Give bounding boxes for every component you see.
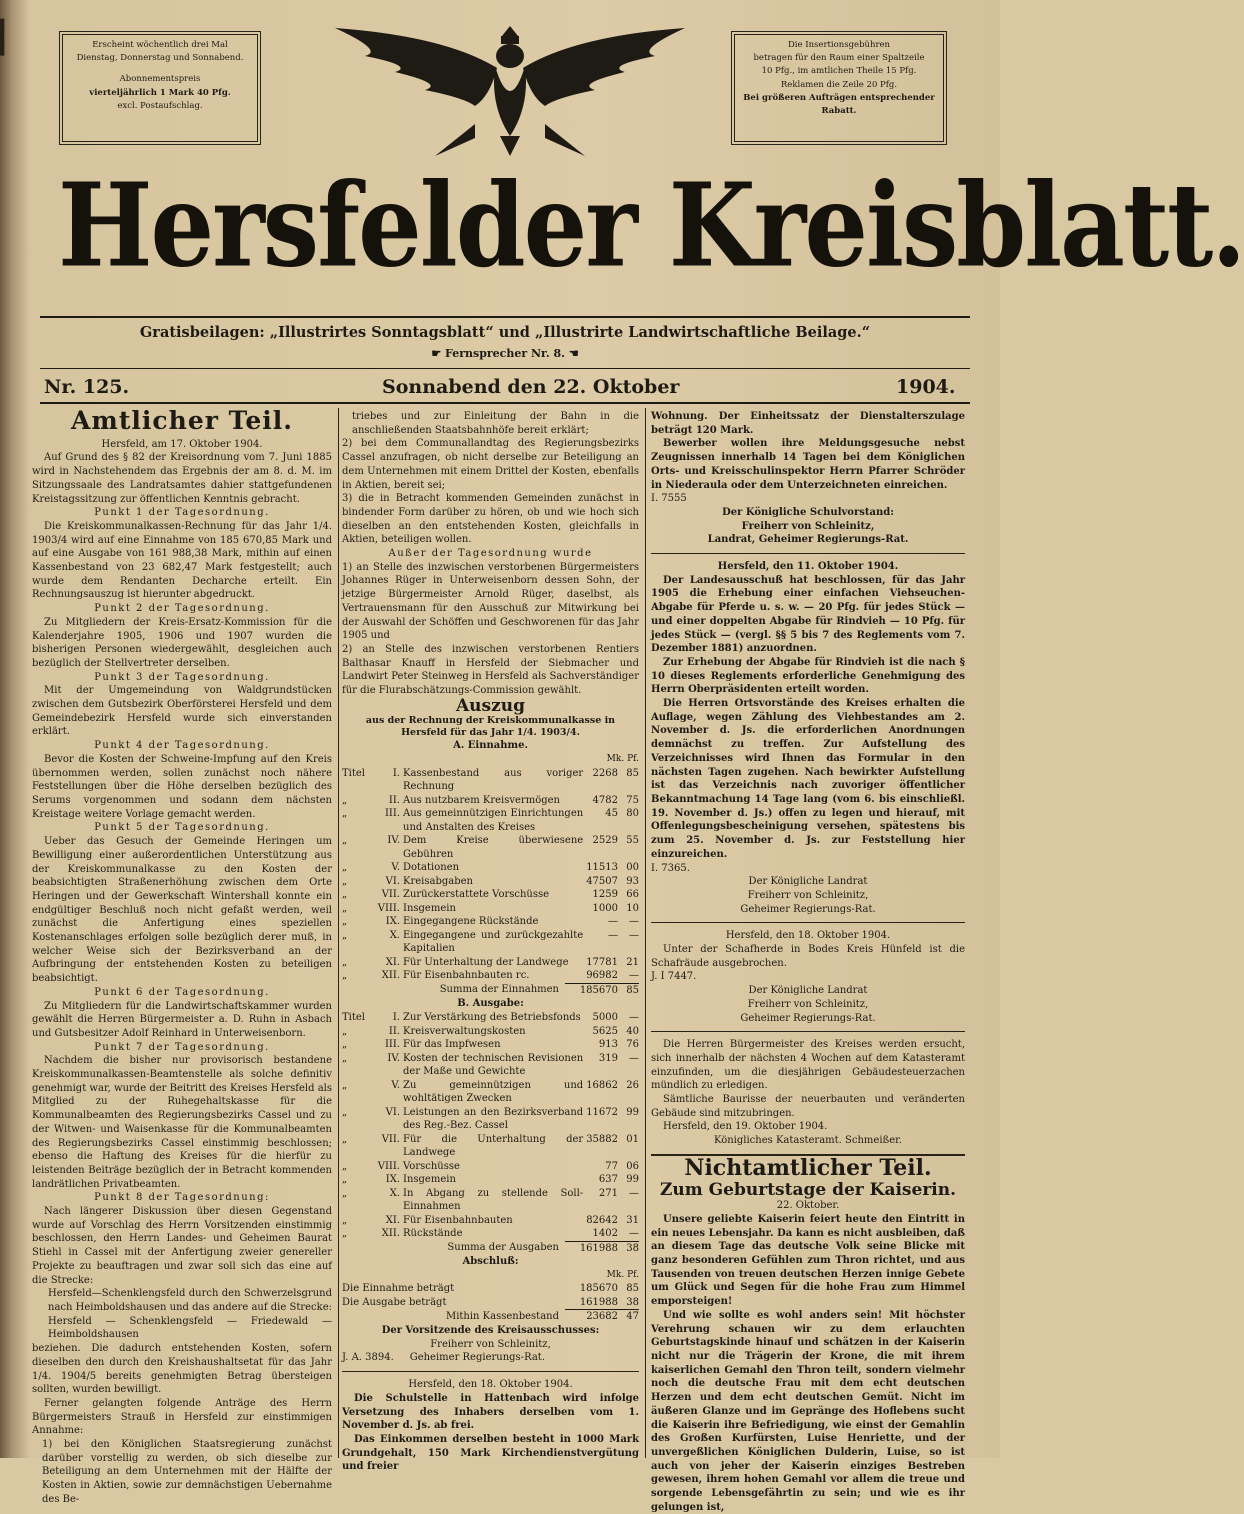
income-sum-mk: 185670 — [565, 983, 618, 997]
income-sum-row — [342, 983, 639, 997]
income-row-label: „ — [342, 916, 348, 928]
box-right-line3: 10 Pfg., im amtlichen Theile 15 Pfg. — [761, 66, 917, 77]
expense-row — [342, 1187, 639, 1214]
column-3 — [651, 410, 965, 1513]
income-row-label: „ — [342, 970, 348, 982]
expense-row-numeral: VI. — [385, 1106, 400, 1118]
balance-table — [342, 1282, 639, 1324]
chair-name: Freiherr von Schleinitz, — [430, 1338, 551, 1350]
expense-row — [342, 1079, 639, 1106]
school-sig-1: Der Königliche Schulvorstand: — [722, 506, 894, 518]
agenda-7-text: Nachdem die bisher nur provisorisch bestandene Kreiskommunalkassen-Beamtenstelle als solche definitiv genehmigt war, wurde der Beitritt des Kreises Hersfeld als Mitglied zu der Ruhegehaltskasse für die Kommunalbeamten des Regierungsbezirks Cassel und zu der Witwen- und Waisenkasse für die Kommunalbeamten des Regierungsbezirks Cassel einstimmig beschlossen; ebenso die Haftung des Kreises für die hierfür zu leistenden Beiträge bezüglich der in Betracht kommenden landrätlichen Privatbeamten. — [32, 1055, 332, 1190]
expense-row-label: „ — [342, 1160, 348, 1172]
balance-expense-row — [342, 1296, 639, 1310]
income-row-text: Zurückerstattete Vorschüsse — [403, 889, 550, 901]
box-right-line6: Rabatt. — [821, 105, 857, 116]
income-row-numeral: XI. — [385, 956, 400, 968]
cadastre-text-2: Sämtliche Baurisse der neuerbauten und veränderten Gebäude sind mitzubringen. — [651, 1094, 965, 1119]
chair-ref: J. A. 3894. — [342, 1352, 394, 1364]
box-left-line5: excl. Postaufschlag. — [117, 100, 203, 111]
income-row-label: „ — [342, 889, 348, 901]
income-row-numeral: XII. — [381, 970, 400, 982]
unofficial-part-heading: Nichtamtlicher Teil. — [684, 1154, 932, 1181]
agenda-8-motion-1: 1) bei den Königlichen Staatsregierung zunächst darüber vorstellig zu werden, ob sich dieselbe zur Beteiligung an dem Unternehmen mit der Hälfte der Kosten in Aktien, sowie zur demnächstigen Uebernahme des Be- — [42, 1439, 332, 1505]
income-row-mk: 2529 — [592, 835, 618, 847]
col1-intro: Auf Grund des § 82 der Kreisordnung vom 7. Juni 1885 wird in Nachstehendem das Ergebnis der am 8. d. M. im Sitzungssaale des Landratsamtes dahier stattgefundenen Kreistagssitzung zur öffentlichen Kenntnis gebracht. — [32, 452, 332, 505]
col3-sep-2 — [651, 922, 965, 923]
agenda-4-head: Punkt 4 der Tagesordnung. — [94, 740, 270, 752]
column-divider-1 — [338, 408, 339, 1458]
expense-row-pf: 99 — [626, 1106, 639, 1118]
issue-number: Nr. 125. — [44, 376, 130, 398]
expense-row-label: „ — [342, 1187, 348, 1199]
income-row-pf: 55 — [626, 835, 639, 847]
balance-total-mk: 23682 — [565, 1310, 618, 1324]
agenda-6-head: Punkt 6 der Tagesordnung. — [94, 986, 270, 998]
expense-row — [342, 1173, 639, 1187]
expense-row-pf: 76 — [626, 1039, 639, 1051]
cadastre-date: Hersfeld, den 19. Oktober 1904. — [663, 1121, 828, 1133]
newspaper-title: Hersfelder Kreisblatt. — [58, 157, 1244, 293]
balance-expense-label: Die Ausgabe beträgt — [342, 1296, 447, 1308]
expense-row-numeral: II. — [388, 1025, 400, 1037]
levy-text-2: Zur Erhebung der Abgabe für Rindvieh ist die nach § 10 dieses Reglements erforderliche Genehmigung des Herrn Oberpräsidenten erteilt worden. — [651, 656, 965, 696]
income-row-text: Eingegangene und zurückgezahlte Kapitalien — [403, 929, 584, 955]
box-right-line2: betragen für den Raum einer Spaltzeile — [753, 53, 925, 64]
income-row-mk: 47507 — [586, 875, 618, 887]
school-date: Hersfeld, den 18. Oktober 1904. — [408, 1379, 573, 1391]
expense-sum-pf: 38 — [618, 1241, 639, 1255]
income-row-pf: 93 — [626, 875, 639, 887]
expense-row-mk: 271 — [598, 1187, 618, 1199]
expense-row-label: „ — [342, 1079, 348, 1091]
balance-total-row — [342, 1310, 639, 1324]
agenda-2-text: Zu Mitgliedern der Kreis-Ersatz-Kommission für die Kalenderjahre 1905, 1906 und 1907 wurden die bisherigen Personen wiedergewählt, desgleichen auch bezüglich der Stellvertreter derselben. — [32, 616, 332, 669]
balance-income-pf: 85 — [626, 1283, 639, 1295]
expense-row-pf: — — [629, 1052, 639, 1064]
income-row — [342, 902, 639, 916]
income-row-numeral: VI. — [385, 875, 400, 887]
income-row — [342, 915, 639, 929]
balance-total-pf: 47 — [618, 1310, 639, 1324]
income-row-pf: 66 — [626, 889, 639, 901]
expense-row-label: „ — [342, 1039, 348, 1051]
expense-row — [342, 1025, 639, 1039]
box-right-line5: Bei größeren Aufträgen entsprechender — [743, 92, 935, 103]
expense-row-numeral: V. — [391, 1079, 400, 1091]
expense-row-mk: 11672 — [586, 1106, 618, 1118]
income-row-label: „ — [342, 956, 348, 968]
income-row — [342, 929, 639, 956]
balance-total-label: Mithin Kassenbestand — [445, 1310, 559, 1322]
levy-ref: I. 7365. — [651, 862, 690, 874]
box-right-line4: Reklamen die Zeile 20 Pfg. — [780, 79, 898, 90]
col2-separator — [342, 1371, 639, 1372]
expense-row-text: Kosten der technischen Revisionen der Maße und Gewichte — [403, 1052, 584, 1078]
sheep-date: Hersfeld, den 18. Oktober 1904. — [725, 930, 891, 942]
income-row-numeral: IV. — [387, 835, 400, 847]
chair-line — [342, 1351, 639, 1365]
income-row-text: Aus nutzbarem Kreisvermögen — [403, 794, 560, 806]
expense-row — [342, 1227, 639, 1241]
advertising-rates-box — [734, 34, 944, 142]
agenda-8-text: Nach längerer Diskussion über diesen Gegenstand wurde auf Vorschlag des Herrn Vorsitzenden einstimmig beschlossen, den Herrn Landes- und Geheimen Baurat Stiehl in Cassel mit der Anfertigung zweier genereller Projekte zu beauftragen und zwar soll sich das eine auf die Strecke: — [32, 1206, 332, 1286]
expense-row-numeral: VIII. — [377, 1160, 400, 1172]
sheep-sig-1: Der Königliche Landrat — [748, 985, 868, 997]
income-row-text: Für Eisenbahnbauten rc. — [403, 970, 530, 982]
subscription-box — [62, 34, 258, 142]
box-left-line2: Dienstag, Donnerstag und Sonnabend. — [76, 53, 244, 64]
expense-row-numeral: VII. — [381, 1133, 400, 1145]
sheep-sig-3: Geheimer Regierungs-Rat. — [740, 1012, 876, 1024]
income-sum-label: Summa der Einnahmen — [439, 984, 559, 996]
column-1 — [32, 406, 332, 1505]
expense-row-text: In Abgang zu stellende Soll-Einnahmen — [403, 1187, 584, 1213]
eagle-emblem-icon — [325, 6, 695, 156]
income-row-pf: — — [629, 970, 639, 982]
expense-row-mk: 82642 — [586, 1214, 618, 1226]
expense-row-numeral: III. — [384, 1039, 400, 1051]
article-date: 22. Oktober. — [776, 1200, 840, 1212]
box-right-line1: Die Insertionsgebühren — [787, 40, 891, 50]
dateline-rule-bottom — [40, 402, 970, 404]
school-sig-3: Landrat, Geheimer Regierungs-Rat. — [707, 534, 909, 546]
school-apply: Bewerber wollen ihre Meldungsgesuche nebst Zeugnissen innerhalb 14 Tagen bei dem Königlichen Orts- und Kreisschulinspektor Herrn Pfarrer Schröder in Niederaula oder dem Unterzeichneten einreichen. — [651, 438, 965, 491]
school-text: Die Schulstelle in Hattenbach wird infolge Versetzung des Inhabers derselben vom 1. November d. Js. ab frei. — [342, 1392, 639, 1432]
income-row-pf: 85 — [626, 767, 639, 779]
income-row-text: Kassenbestand aus voriger Rechnung — [403, 767, 584, 793]
expense-row-text: Für die Unterhaltung der Landwege — [403, 1133, 584, 1159]
official-part-heading: Amtlicher Teil. — [71, 406, 293, 435]
masthead-rule — [40, 316, 970, 318]
expense-row — [342, 1133, 639, 1160]
expense-row-pf: — — [629, 1187, 639, 1199]
expense-sum-row — [342, 1241, 639, 1255]
expense-row-text: Vorschüsse — [403, 1160, 460, 1172]
income-row-numeral: V. — [391, 862, 400, 874]
income-row — [342, 767, 639, 794]
expense-row-numeral: IX. — [385, 1174, 400, 1186]
sheep-sig-2: Freiherr von Schleinitz, — [747, 998, 869, 1010]
balance-income-mk: 185670 — [579, 1283, 618, 1295]
expense-row-pf: — — [629, 1228, 639, 1240]
column-divider-2 — [645, 408, 646, 1458]
expense-table — [342, 1011, 639, 1241]
income-sum-pf: 85 — [618, 983, 639, 997]
income-row — [342, 969, 639, 983]
agenda-3-head: Punkt 3 der Tagesordnung. — [94, 671, 270, 683]
income-row-mk: — — [608, 916, 618, 928]
income-row-text: Kreisabgaben — [403, 875, 473, 887]
abschluss-units: Mk. Pf. — [606, 1269, 639, 1280]
agenda-4-text: Bevor die Kosten der Schweine-Impfung auf den Kreis übernommen werden, sollen zunächst noch nähere Feststellungen über die Höhe derselben bezüglich des Serums vorgenommen und sodann dem nächsten Kreistage weitere Vorlage gemacht werden. — [32, 753, 332, 820]
income-row — [342, 888, 639, 902]
col3-sep-1 — [651, 553, 965, 554]
school-sig-2: Freiherr von Schleinitz, — [741, 520, 875, 532]
income-row-mk: — — [608, 929, 618, 941]
expense-sum-table — [342, 1241, 639, 1256]
expense-row — [342, 1011, 639, 1025]
einnahme-units: Mk. Pf. — [606, 754, 639, 765]
levy-text-1: Der Landesausschuß hat beschlossen, für das Jahr 1905 die Erhebung einer einfachen Viehseuchen-Abgabe für Pferde u. s. w. — 20 Pfg. für jedes Stück — und einer doppelten Abgabe für Rindvieh — 10 Pfg. für jedes Stück — (vergl. §§ 5 bis 7 des Reglements vom 7. Dezember 1881) anzuordnen. — [651, 574, 965, 655]
agenda-1-head: Punkt 1 der Tagesordnung. — [94, 507, 270, 519]
school-ref: I. 7555 — [651, 493, 687, 505]
motion-2: 2) bei dem Communallandtag des Regierungsbezirks Cassel anzufragen, ob nicht derselbe zur Beteiligung an dem Unternehmen mit einem Drittel der Kosten, ebenfalls in Aktien, bereit sei; — [342, 438, 639, 491]
income-row-mk: 11513 — [586, 862, 618, 874]
school-cont: Wohnung. Der Einheitssatz der Dienstalterszulage beträgt 120 Mark. — [651, 411, 965, 436]
income-row-label: „ — [342, 929, 348, 941]
article-title: Zum Geburtstage der Kaiserin. — [659, 1179, 957, 1200]
adjacent-page-edge: ▌ ▌ ▌ — [0, 19, 9, 57]
balance-expense-pf: 38 — [626, 1296, 639, 1308]
motion-1-cont: triebes und zur Einleitung der Bahn in die anschließenden Staatsbahnhöfe bereit erklärt; — [352, 411, 639, 436]
column-2 — [342, 410, 639, 1473]
agenda-5-head: Punkt 5 der Tagesordnung. — [94, 822, 270, 834]
expense-row-mk: 913 — [598, 1039, 618, 1051]
cadastre-sig: Königliches Katasteramt. Schmeißer. — [714, 1135, 902, 1147]
income-row-label: „ — [342, 835, 348, 847]
agenda-2-head: Punkt 2 der Tagesordnung. — [94, 603, 270, 615]
income-row-numeral: IX. — [385, 916, 400, 928]
income-row — [342, 875, 639, 889]
income-row — [342, 956, 639, 970]
income-row-mk: 1259 — [592, 889, 618, 901]
einnahme-heading: A. Einnahme. — [453, 740, 528, 752]
expense-row-label: „ — [342, 1133, 348, 1145]
income-table — [342, 767, 639, 983]
article-para-1: Unsere geliebte Kaiserin feiert heute den Eintritt in ein neues Lebensjahr. Da kann es nicht ausbleiben, daß an diesem Tage das deutsche Volk seine Blicke mit ganz besonderen Gefühlen zum Thron richtet, und aus Tausenden von treuen deutschen Herzen innige Gebete um Glück und Segen für die hohe Frau zum Himmel emporsteigen! — [651, 1213, 965, 1308]
income-row-mk: 1000 — [592, 902, 618, 914]
expense-row-numeral: XI. — [385, 1214, 400, 1226]
levy-sig-1: Der Königliche Landrat — [748, 876, 868, 888]
income-row — [342, 834, 639, 861]
agenda-6-text: Zu Mitgliedern für die Landwirtschaftskammer wurden gewählt die Herren Bürgermeister a. D. Ruhn in Asbach und Gutsbesitzer Adolf Reinhard in Unterweisenborn. — [32, 1000, 332, 1039]
income-row-pf: 10 — [626, 902, 639, 914]
expense-row-text: Für Eisenbahnbauten — [403, 1214, 513, 1226]
income-row-label: „ — [342, 875, 348, 887]
expense-row-label: „ — [342, 1052, 348, 1064]
expense-row-label: Titel — [342, 1012, 366, 1024]
agenda-8-routes: Hersfeld—Schenklengsfeld durch den Schwerzelsgrund nach Heimboldshausen und das andere auf die Strecke: Hersfeld — Schenklengsfeld — Friedewald — Heimboldshausen — [48, 1288, 332, 1341]
income-row-mk: 2268 — [592, 767, 618, 779]
ausgabe-heading: B. Ausgabe: — [457, 998, 524, 1010]
income-row-text: Eingegangene Rückstände — [403, 916, 539, 928]
income-row-mk: 17781 — [586, 956, 618, 968]
agenda-7-head: Punkt 7 der Tagesordnung. — [94, 1041, 270, 1053]
expense-sum-label: Summa der Ausgaben — [447, 1242, 559, 1254]
income-row-mk: 4782 — [592, 794, 618, 806]
box-left-line3: Abonnementspreis — [119, 74, 201, 85]
expense-row-text: Zur Verstärkung des Betriebsfonds — [403, 1012, 581, 1024]
expense-row-text: Für das Impfwesen — [403, 1039, 501, 1051]
expense-row-mk: 5625 — [592, 1025, 618, 1037]
box-left-line4: vierteljährlich 1 Mark 40 Pfg. — [89, 87, 231, 98]
income-row-label: „ — [342, 902, 348, 914]
income-row-numeral: III. — [384, 808, 400, 820]
expense-row-numeral: X. — [389, 1187, 400, 1199]
income-row-text: Dotationen — [403, 862, 460, 874]
expense-row-text: Kreisverwaltungskosten — [403, 1025, 526, 1037]
agenda-8-costs: beziehen. Die dadurch entstehenden Kosten, sofern dieselben den durch den Kreishaushaltsetat für das Jahr 1/4. 1904/5 bereits genehmigten Betrag übersteigen sollten, wurden bewilligt. — [32, 1343, 332, 1396]
income-row-text: Dem Kreise überwiesene Gebühren — [403, 835, 584, 860]
income-row-label: Titel — [342, 767, 366, 779]
income-row — [342, 807, 639, 834]
expense-row-label: „ — [342, 1214, 348, 1226]
expense-row-pf: 06 — [626, 1160, 639, 1172]
income-row-pf: — — [629, 929, 639, 941]
expense-row-pf: 99 — [626, 1174, 639, 1186]
besides-1: 1) an Stelle des inzwischen verstorbenen Bürgermeisters Johannes Rüger in Unterweisenborn dessen Sohn, der jetzige Bürgermeister Arnold Rüger, daselbst, als Vertrauensmann für den Ausschuß zur Mitwirkung bei der Auswahl der Schöffen und Geschworenen für das Jahr 1905 und — [342, 561, 639, 642]
expense-row-text: Rückstände — [403, 1228, 463, 1240]
expense-sum-mk: 161988 — [565, 1241, 618, 1255]
phone-line: ☛ Fernsprecher Nr. 8. ☚ — [431, 347, 579, 360]
levy-date: Hersfeld, den 11. Oktober 1904. — [717, 561, 899, 573]
income-row-text: Aus gemeinnützigen Einrichtungen und Anstalten des Kreises — [403, 808, 584, 833]
cadastre-text-1: Die Herren Bürgermeister des Kreises werden ersucht, sich innerhalb der nächsten 4 Wochen auf dem Katasteramt einzufinden, um die diesjährigen Gebäudesteuerzachen mündlich zu erledigen. — [651, 1039, 965, 1092]
issue-year: 1904. — [896, 376, 956, 398]
expense-row-mk: 1402 — [592, 1228, 618, 1240]
expense-row-label: „ — [342, 1106, 348, 1118]
expense-row-mk: 637 — [598, 1174, 618, 1186]
income-row-pf: 00 — [626, 862, 639, 874]
expense-row-mk: 319 — [598, 1052, 618, 1064]
income-row-label: „ — [342, 862, 348, 874]
supplements-line: Gratisbeilagen: „Illustrirtes Sonntagsblatt“ und „Illustrirte Landwirtschaftliche Beilage.“ — [139, 324, 871, 341]
expense-row-pf: 01 — [626, 1133, 639, 1145]
agenda-8-head: Punkt 8 der Tagesordnung: — [94, 1192, 270, 1204]
expense-row — [342, 1052, 639, 1079]
income-row-pf: 80 — [626, 808, 639, 820]
expense-row — [342, 1214, 639, 1228]
expense-row-mk: 5000 — [592, 1012, 618, 1024]
expense-row-pf: 26 — [626, 1079, 639, 1091]
income-row — [342, 861, 639, 875]
auszug-title: Auszug — [455, 695, 526, 716]
expense-row — [342, 1106, 639, 1133]
income-row-numeral: II. — [388, 794, 400, 806]
chair-heading: Der Vorsitzende des Kreisausschusses: — [381, 1324, 600, 1336]
levy-sig-2: Freiherr von Schleinitz, — [747, 889, 869, 901]
expense-row-label: „ — [342, 1174, 348, 1186]
income-row-numeral: VIII. — [377, 902, 400, 914]
income-row-numeral: I. — [392, 767, 400, 779]
dateline-rule-top — [40, 368, 970, 369]
besides-2: 2) an Stelle des inzwischen verstorbenen Rentiers Balthasar Knauff in Hersfeld der Siebmacher und Landwirt Peter Steinweg in Hersfeld als Sachverständiger für die Flurabschätzungs-Commission gewählt. — [342, 643, 639, 697]
income-row — [342, 794, 639, 808]
expense-row-text: Zu gemeinnützigen und wohltätigen Zwecken — [403, 1079, 584, 1105]
expense-row-text: Insgemein — [403, 1174, 456, 1186]
expense-row-label: „ — [342, 1228, 348, 1240]
income-row-mk: 96982 — [586, 970, 618, 982]
expense-row-numeral: I. — [392, 1012, 400, 1024]
expense-row-numeral: XII. — [381, 1228, 400, 1240]
expense-row-mk: 16862 — [586, 1079, 618, 1091]
income-row-pf: 21 — [626, 956, 639, 968]
col1-dateline: Hersfeld, am 17. Oktober 1904. — [101, 438, 263, 450]
chair-title: Geheimer Regierungs-Rat. — [409, 1352, 545, 1364]
col3-sep-3 — [651, 1031, 965, 1032]
expense-row-text: Leistungen an den Bezirksverband des Reg.-Bez. Cassel — [403, 1106, 584, 1132]
balance-income-label: Die Einnahme beträgt — [342, 1283, 455, 1295]
article-para-2: Und wie sollte es wohl anders sein! Mit höchster Verehrung schauen wir zu dem erlauchten Geburtstagskinde hinauf und schätzen in der Kaiserin nicht nur die Trägerin der Krone, die mit ihrem kaiserlichen Gemahl den Thron teilt, sondern vielmehr noch die deutsche Frau mit dem echt deutschen Herzen und dem echt deutschen Gemüt. Nicht im äußeren Glanze und im Gepränge des Hoflebens sucht die Kaiserin ihre Befriedigung, wie einst der Gemahlin des Großen Kurfürsten, Luise Henriette, und der unvergeßlichen Königlichen Dulderin, Luise, so ist auch von jeher der Kaiserin einziges Bestreben gewesen, ihrem hohen Gemahl vor allem die treue und sorgende Lebensgefährtin zu sein; und wie es ihr gelungen ist, — [651, 1309, 965, 1513]
school-text-2: Das Einkommen derselben besteht in 1000 Mark Grundgehalt, 150 Mark Kirchendienstvergütung und freier — [342, 1433, 639, 1473]
income-row-text: Insgemein — [403, 902, 456, 914]
agenda-1-text: Die Kreiskommunalkassen-Rechnung für das Jahr 1/4. 1903/4 wird auf eine Einnahme von 185 670,85 Mark und auf eine Ausgabe von 161 988,38 Mark, mithin auf einen Kassenbestand von 23 682,47 Mark festgestellt; auch wurde dem Rendanten Decharche erteilt. Ein Rechnungsauszug ist hierunter abgedruckt. — [32, 520, 332, 601]
sheep-text: Unter der Schafherde in Bodes Kreis Hünfeld ist die Schafräude ausgebrochen. — [651, 944, 965, 969]
levy-text-3: Die Herren Ortsvorstände des Kreises erhalten die Auflage, wegen Zählung des Viehbestandes am 2. November d. Js. die erforderlichen Anordnungen demnächst zu treffen. Zur Aufstellung des Verzeichnisses wird Ihnen das Formular in den nächsten Tagen zugehen. Nach bewirkter Aufstellung ist das Verzeichnis nach zuvoriger öffentlicher Bekanntmachung 14 Tage lang (vom 6. bis einschließl. 19. November d. Js.) offen zu legen und hierauf, mit Offenlegungsbescheinigung versehen, spätestens bis zum 25. November d. Js. zur Feststellung hier einzureichen. — [651, 698, 965, 860]
expense-row-pf: 40 — [626, 1025, 639, 1037]
expense-row-pf: — — [629, 1012, 639, 1024]
issue-date: Sonnabend den 22. Oktober — [382, 376, 680, 398]
income-row-label: „ — [342, 794, 348, 806]
expense-row-pf: 31 — [626, 1214, 639, 1226]
expense-row-numeral: IV. — [387, 1052, 400, 1064]
expense-row — [342, 1038, 639, 1052]
balance-income-row — [342, 1282, 639, 1296]
sheep-ref: J. I 7447. — [651, 971, 697, 983]
income-row-numeral: VII. — [381, 889, 400, 901]
income-row-text: Für Unterhaltung der Landwege — [403, 956, 569, 968]
agenda-5-text: Ueber das Gesuch der Gemeinde Heringen um Bewilligung einer außerordentlichen Unterstützung aus der Kreiskommunalkasse zu den Kosten der beabsichtigten Straßenerhöhung zwischen dem Orte Heringen und der Gewerkschaft Wintershall konnte ein endgültiger Beschluß noch nicht gefaßt werden, weil zunächst die Anfertigung eines speziellen Kostenanschlages erfolgen solle bezüglich derer muß, in welcher Weise sich der Bezirksverband an der Aufbringung der entstehenden Kosten zu beteiligen beabsichtigt. — [32, 836, 332, 985]
agenda-8-motions: Ferner gelangten folgende Anträge des Herrn Bürgermeisters Strauß in Hersfeld zur einstimmigen Annahme: — [32, 1397, 332, 1437]
expense-row-label: „ — [342, 1025, 348, 1037]
income-sum-table — [342, 983, 639, 998]
expense-row — [342, 1160, 639, 1174]
levy-sig-3: Geheimer Regierungs-Rat. — [740, 903, 876, 915]
agenda-3-text: Mit der Umgemeindung von Waldgrundstücken zwischen dem Gutsbezirk Oberförsterei Hersfeld und dem Gemeindebezirk Hersfeld wurde sich einverstanden erklärt. — [32, 685, 332, 738]
motion-3: 3) die in Betracht kommenden Gemeinden zunächst in bindender Form darüber zu hören, ob und wie hoch sich dieselben an den entstehenden Kosten, gleichfalls in Aktien, beteiligen wollen. — [342, 493, 639, 546]
auszug-subtitle: aus der Rechnung der Kreiskommunalkasse in Hersfeld für das Jahr 1/4. 1903/4. — [365, 715, 616, 739]
income-row-mk: 45 — [605, 808, 618, 820]
income-row-label: „ — [342, 808, 348, 820]
besides-agenda-head: Außer der Tagesordnung wurde — [388, 548, 593, 560]
box-left-line1: Erscheint wöchentlich drei Mal — [92, 40, 228, 50]
abschluss-heading: Abschluß: — [462, 1256, 519, 1268]
expense-row-mk: 77 — [605, 1160, 618, 1172]
balance-expense-mk: 161988 — [579, 1296, 618, 1308]
expense-row-mk: 35882 — [586, 1133, 618, 1145]
income-row-numeral: X. — [389, 929, 400, 941]
income-row-pf: — — [629, 916, 639, 928]
income-row-pf: 75 — [626, 794, 639, 806]
